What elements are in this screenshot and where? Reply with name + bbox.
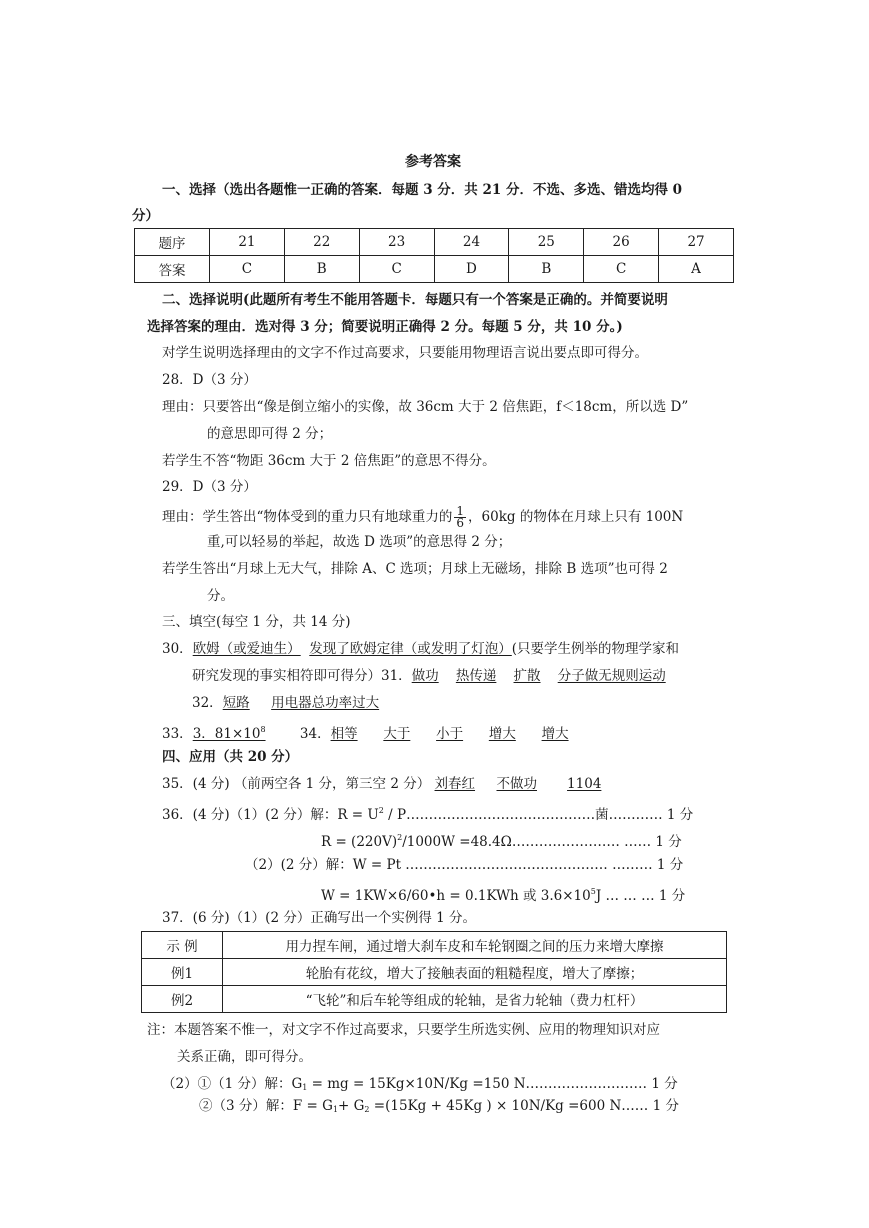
q37-p2-sub2: 2	[364, 1105, 370, 1114]
q29-answer: 29．D（3 分）	[162, 479, 257, 495]
fraction	[454, 506, 466, 529]
q34-answer-5: 增大	[541, 726, 569, 742]
q37-note-cont: 关系正确，即可得分。	[177, 1049, 312, 1065]
table-cell: 轮胎有花纹，增大了接触表面的粗糙程度，增大了摩擦；	[223, 959, 727, 986]
q29-reason	[162, 506, 683, 529]
table-cell: 21	[210, 229, 285, 256]
q28-extra: 若学生不答“物距 36cm 大于 2 倍焦距”的意思不得分。	[162, 453, 496, 469]
q36-calc-a: R = (220V)	[321, 834, 398, 850]
q34-answer-4: 增大	[488, 726, 516, 742]
q33-exponent: 8	[260, 725, 266, 734]
q30-number: 30．	[162, 641, 193, 657]
table-cell: D	[434, 256, 509, 283]
q34-answer-1: 相等	[330, 726, 358, 742]
table-cell: “飞轮”和后车轮等组成的轮轴，是省力轮轴（费力杠杆）	[223, 986, 727, 1013]
q30-answer-2: 发现了欧姆定律（或发明了灯泡）	[309, 641, 512, 657]
table-cell: A	[659, 256, 734, 283]
q31-answer-3: 扩散	[513, 668, 541, 684]
q36-square: 2	[378, 806, 384, 815]
q33-number: 33．	[162, 726, 193, 742]
q29-reason-text: 理由：学生答出“物体受到的重力只有地球重力的	[162, 509, 453, 525]
q37-p2-sub1: 1	[332, 1105, 339, 1114]
table-cell: 27	[659, 229, 734, 256]
table-cell: 用力捏车闸，通过增大刹车皮和车轮钢圈之间的压力来增大摩擦	[223, 932, 727, 959]
q32-number: 32．	[192, 695, 223, 711]
q35-answer-1: 刘春红	[434, 776, 476, 792]
q37-p2-b: = mg = 15Kg×10N/Kg =150 N……………………… 1 分	[307, 1076, 678, 1092]
q37-p2-e: =(15Kg + 45Kg ) × 10N/Kg =600 N…… 1 分	[369, 1098, 679, 1114]
q33-answer	[193, 726, 266, 742]
q29-reason-cont: 重,可以轻易的举起，故选 D 选项”的意思得 2 分；	[207, 534, 512, 550]
table-cell: 24	[434, 229, 509, 256]
table-row	[135, 229, 734, 256]
q32-line	[192, 694, 379, 712]
q34-answer-3: 小于	[436, 726, 464, 742]
table-cell: 25	[509, 229, 584, 256]
q36-formula-b: / P……………………………………菌………… 1 分	[383, 807, 694, 823]
table-cell: B	[284, 256, 359, 283]
section2-heading-cont: 选择答案的理由．选对得 3 分；简要说明正确得 2 分。每题 5 分，共 10 分。)	[147, 319, 623, 335]
table-row	[142, 932, 727, 959]
q33-q34-line	[162, 721, 569, 743]
table-row	[142, 986, 727, 1013]
table-cell: C	[584, 256, 659, 283]
q30-answer-1: 欧姆（或爱迪生）	[192, 641, 301, 657]
table-cell: 例2	[142, 986, 223, 1013]
q28-answer: 28．D（3 分）	[162, 372, 257, 388]
q37-p2-d: + G	[338, 1098, 365, 1114]
q36-square-2: 2	[397, 833, 403, 842]
q33-base: 3．81×10	[192, 726, 261, 742]
q34-number: 34．	[299, 726, 331, 742]
q36-line-4	[321, 883, 685, 905]
table-cell: 题序	[135, 229, 210, 256]
q37-p2-sub: 1	[302, 1083, 308, 1092]
q35-prefix: 35．(4 分) （前两空各 1 分，第三空 2 分）	[162, 776, 431, 792]
page-title: 参考答案	[405, 154, 461, 170]
table-cell: 23	[359, 229, 434, 256]
q31-answer-1: 做功	[411, 668, 439, 684]
section4-heading: 四、应用（共 20 分）	[162, 749, 299, 765]
table-cell: 示 例	[142, 932, 223, 959]
table-cell: 22	[284, 229, 359, 256]
q29-extra-cont: 分。	[207, 588, 234, 604]
table-cell: C	[359, 256, 434, 283]
q34-answer-2: 大于	[383, 726, 411, 742]
section2-note: 对学生说明选择理由的文字不作过高要求，只要能用物理语言说出要点即可得分。	[162, 345, 648, 361]
q31-answer-4: 分子做无规则运动	[557, 668, 666, 684]
q36-formula-a: 36．(4 分)（1）(2 分）解：R = U	[162, 807, 379, 823]
q36-line-2	[321, 829, 682, 851]
q35-answer-3: 1104	[567, 776, 602, 792]
q29-extra: 若学生答出“月球上无大气，排除 A、C 选项；月球上无磁场，排除 B 选项”也可得 2	[162, 561, 668, 577]
q36-work-b: J … … … 1 分	[595, 888, 686, 904]
q35-line	[162, 775, 601, 793]
section1-heading-cont: 分）	[132, 208, 159, 224]
q36-line-1	[162, 802, 693, 824]
table-cell: B	[509, 256, 584, 283]
table-cell: 例1	[142, 959, 223, 986]
q30-line	[162, 640, 679, 658]
q30-note-cont: 研究发现的事实相符即可得分）31．	[192, 668, 412, 684]
fraction-denominator: 6	[456, 516, 465, 530]
q31-answer-2: 热传递	[455, 668, 497, 684]
table-cell: 答案	[135, 256, 210, 283]
section2-heading: 二、选择说明(此题所有考生不能用答题卡．每题只有一个答案是正确的。并简要说明	[162, 292, 668, 308]
q35-answer-2: 不做功	[496, 776, 537, 792]
section1-heading: 一、选择（选出各题惟一正确的答案．每题 3 分．共 21 分．不选、多选、错选均得 0	[162, 182, 683, 198]
q37-part2-line-1	[162, 1075, 678, 1097]
table-row	[135, 256, 734, 283]
q29-reason-text-2: ，60kg 的物体在月球上只有 100N	[468, 509, 684, 525]
table-cell: 26	[584, 229, 659, 256]
q37-note: 注：本题答案不惟一，对文字不作过高要求，只要学生所选实例、应用的物理知识对应	[147, 1022, 660, 1038]
q37-part2-line-2	[199, 1097, 679, 1119]
q28-reason: 理由：只要答出“像是倒立缩小的实像，故 36cm 大于 2 倍焦距，f＜18cm，所以选 D”	[162, 399, 689, 415]
q28-reason-cont: 的意思即可得 2 分；	[207, 426, 333, 442]
q36-work-exponent: 5	[590, 887, 596, 896]
section3-heading: 三、填空(每空 1 分，共 14 分)	[162, 614, 351, 630]
q37-p2-a: （2）①（1 分）解：G	[162, 1076, 303, 1092]
fraction-numerator: 1	[456, 504, 465, 518]
q32-answer-2: 用电器总功率过大	[271, 695, 380, 711]
q37-p2-c: ②（3 分）解：F = G	[199, 1098, 333, 1114]
q37-prefix: 37．(6 分)（1）(2 分）正确写出一个实例得 1 分。	[162, 910, 476, 926]
table-row	[142, 959, 727, 986]
q32-answer-1: 短路	[222, 695, 250, 711]
example-table	[141, 931, 727, 1013]
q31-line	[192, 667, 666, 685]
q36-line-3: （2）(2 分）解：W = Pt ……………………………………… ……… 1 分	[245, 857, 684, 873]
answer-table	[134, 228, 734, 283]
table-cell: C	[210, 256, 285, 283]
q36-calc-b: /1000W =48.4Ω…………………… …… 1 分	[402, 834, 682, 850]
q36-work-a: W = 1KW×6/60•h = 0.1KWh 或 3.6×10	[321, 888, 591, 904]
q30-note: (只要学生例举的物理学家和	[511, 641, 680, 657]
